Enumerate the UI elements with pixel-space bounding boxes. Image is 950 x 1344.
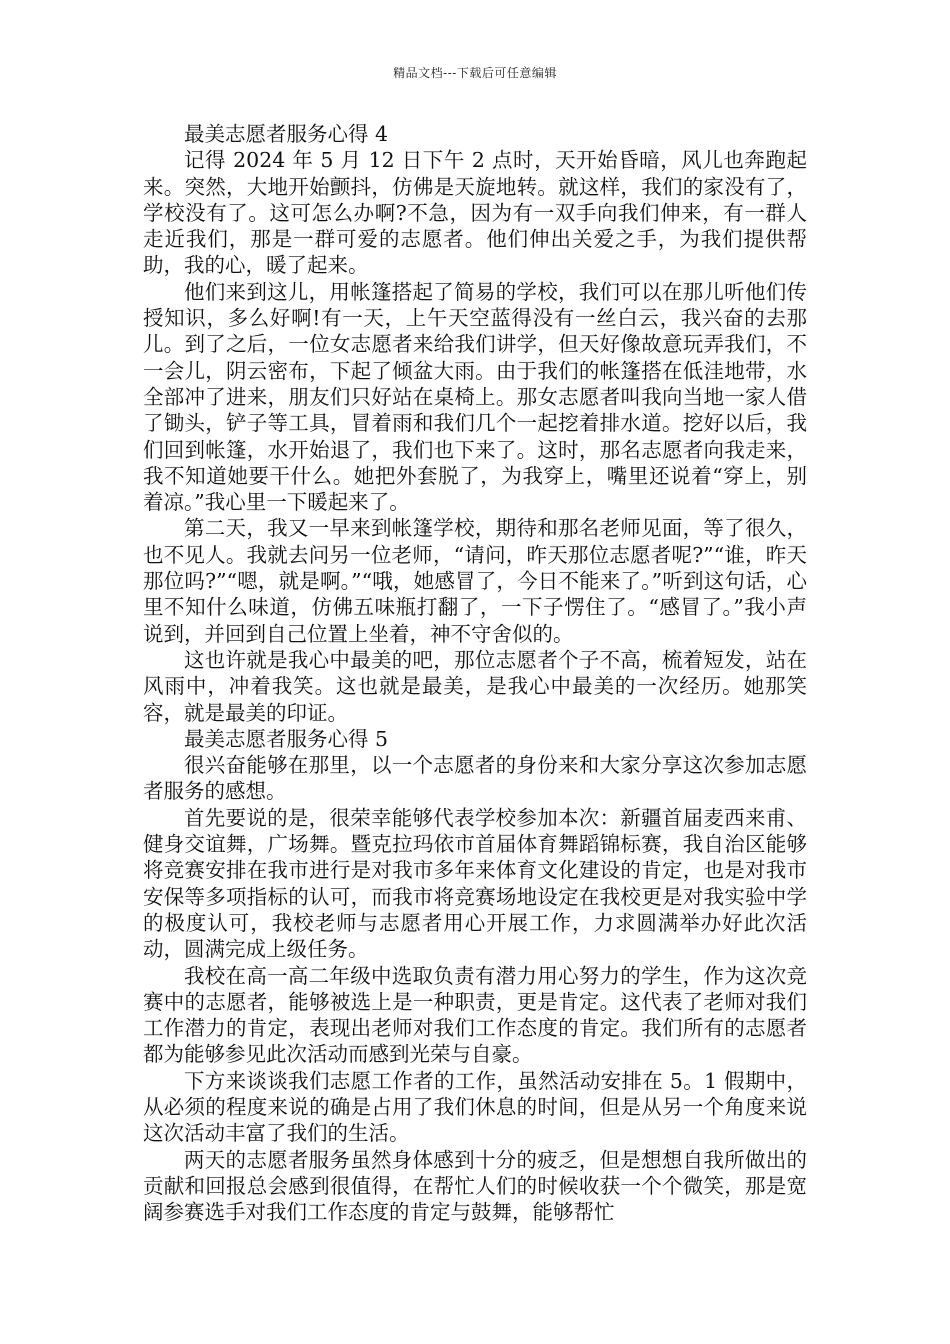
- section-heading: 最美志愿者服务心得 4: [184, 122, 389, 146]
- page-header: 精品文档---下载后可任意编辑: [393, 66, 557, 80]
- paragraph: 下方来谈谈我们志愿工作者的工作，虽然活动安排在 5。1 假期中，从必须的程度来说的确是占用了我们休息的时间，但是从另一个角度来说这次活动丰富了我们的生活。: [143, 1068, 807, 1146]
- paragraph: 这也许就是我心中最美的吧，那位志愿者个子不高，梳着短发，站在风雨中，冲着我笑。这也就是最美，是我心中最美的一次经历。她那笑容，就是最美的印证。: [143, 647, 807, 725]
- paragraph: 首先要说的是，很荣幸能够代表学校参加本次：新疆首届麦西来甫、健身交谊舞，广场舞。暨克拉玛依市首届体育舞蹈锦标赛，我自治区能够将竞赛安排在我市进行是对我市多年来体育文化建设的肯定，也是对我市安保等多项指标的认可，而我市将竞赛场地设定在我校更是对我实验中学的极度认可，我校老师与志愿者用心开展工作，力求圆满举办好此次活动，圆满完成上级任务。: [143, 805, 807, 962]
- paragraph: 记得 2024 年 5 月 12 日下午 2 点时，天开始昏暗，风儿也奔跑起来。突然，大地开始颤抖，仿佛是天旋地转。就这样，我们的家没有了，学校没有了。这可怎么办啊?不急，因为有一双手向我们伸来，有一群人走近我们，那是一群可爱的志愿者。他们伸出关爱之手，为我们提供帮助，我的心，暖了起来。: [143, 148, 807, 278]
- paragraph: 两天的志愿者服务虽然身体感到十分的疲乏，但是想想自我所做出的贡献和回报总会感到很值得，在帮忙人们的时候收获一个个微笑，那是宽阔参赛选手对我们工作态度的肯定与鼓舞，能够帮忙: [143, 1147, 807, 1225]
- paragraph: 第二天，我又一早来到帐篷学校，期待和那名老师见面，等了很久，也不见人。我就去问另一位老师，“请问，昨天那位志愿者呢?”“谁，昨天那位吗?”“嗯，就是啊。”“哦，她感冒了，今日不能来了。”听到这句话，心里不知什么味道，仿佛五味瓶打翻了，一下子愣住了。“感冒了。”我小声说到，并回到自己位置上坐着，神不守舍似的。: [143, 516, 807, 646]
- section-heading: 最美志愿者服务心得 5: [184, 726, 389, 751]
- paragraph: 我校在高一高二年级中选取负责有潜力用心努力的学生，作为这次竞赛中的志愿者，能够被选上是一种职责，更是肯定。这代表了老师对我们工作潜力的肯定，表现出老师对我们工作态度的肯定。我们所有的志愿者都为能够参见此次活动而感到光荣与自豪。: [143, 963, 807, 1067]
- document-body: [143, 121, 807, 1225]
- paragraph: 他们来到这儿，用帐篷搭起了简易的学校，我们可以在那儿听他们传授知识，多么好啊!有一天，上午天空蓝得没有一丝白云，我兴奋的去那儿。到了之后，一位女志愿者来给我们讲学，但天好像故意玩弄我们，不一会儿，阴云密布，下起了倾盆大雨。由于我们的帐篷搭在低洼地带，水全部冲了进来，朋友们只好站在桌椅上。那女志愿者叫我向当地一家人借了锄头，铲子等工具，冒着雨和我们几个一起挖着排水道。挖好以后，我们回到帐篷，水开始退了，我们也下来了。这时，那名志愿者向我走来，我不知道她要干什么。她把外套脱了，为我穿上，嘴里还说着“穿上，别着凉。”我心里一下暖起来了。: [143, 279, 807, 515]
- paragraph: 很兴奋能够在那里，以一个志愿者的身份来和大家分享这次参加志愿者服务的感想。: [143, 753, 807, 804]
